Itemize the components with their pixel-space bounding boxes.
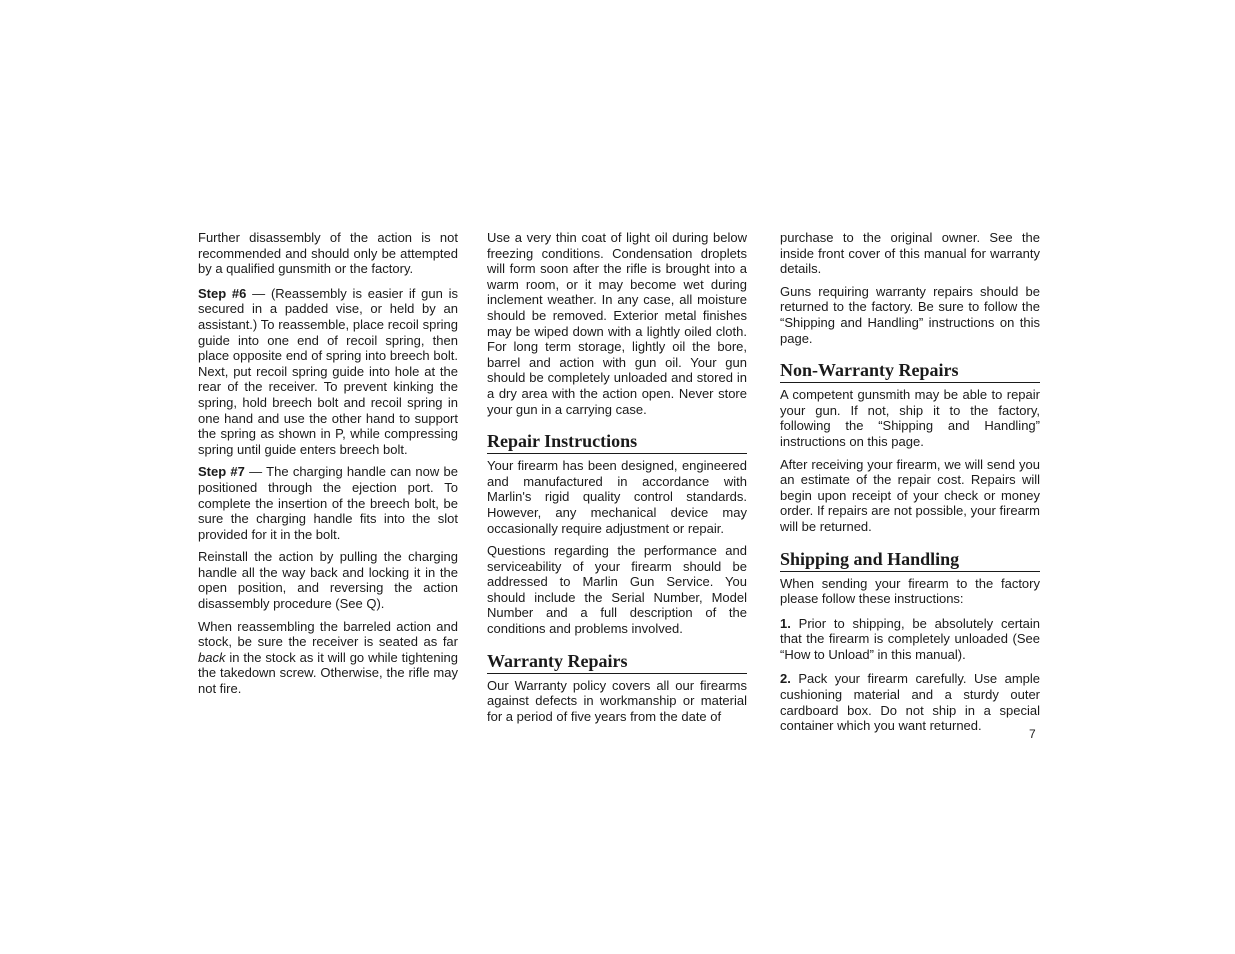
- list-item-shipping-2: [780, 671, 1040, 733]
- column-right: [780, 230, 1040, 741]
- page-number: 7: [1029, 727, 1036, 741]
- column-left: [198, 230, 458, 704]
- step-6-label: Step #6: [198, 285, 247, 301]
- list-item-shipping-1: [780, 616, 1040, 663]
- paragraph-repair-questions: Questions regarding the performance and serviceability of your firearm should be addressed to Marlin Gun Service. You should include the Serial Number, Model Number and a full description of the conditions and problems involved.: [487, 543, 747, 637]
- paragraph-warranty-policy: Our Warranty policy covers all our firearms against defects in workmanship or material for a period of five years from the date of: [487, 677, 747, 724]
- paragraph-warranty-continued: purchase to the original owner. See the inside front cover of this manual for warranty details.: [780, 230, 1040, 277]
- item-2-text: Pack your firearm carefully. Use ample cushioning material and a sturdy outer cardboard box. Do not ship in a special container which you want returned.: [780, 671, 1040, 734]
- paragraph-reinstall-action: Reinstall the action by pulling the charging handle all the way back and locking it in the open position, and reversing the action disassembly procedure (See Q).: [198, 549, 458, 612]
- paragraph-estimate: After receiving your firearm, we will send you an estimate of the repair cost. Repairs will begin upon receipt of your check or money order. If repairs are not possible, your firearm will be returned.: [780, 456, 1040, 534]
- heading-non-warranty-repairs: Non-Warranty Repairs: [780, 360, 1040, 383]
- item-2-number: 2.: [780, 671, 791, 687]
- paragraph-step-6: [198, 286, 458, 458]
- paragraph-oil-care: Use a very thin coat of light oil during below freezing conditions. Condensation droplets will form soon after the rifle is brought into a warm room, or it may become wet during inclement weather. In any case, all moisture should be removed. Exterior metal finishes may be wiped down with a lightly oiled cloth. For long term storage, lightly oil the bore, barrel and action with gun oil. Your gun should be completely unloaded and stored in a dry area with the action open. Never store your gun in a carrying case.: [487, 230, 747, 417]
- reassembling-text-a: When reassembling the barreled action and stock, be sure the receiver is seated as far: [198, 618, 458, 650]
- heading-warranty-repairs: Warranty Repairs: [487, 651, 747, 674]
- step-6-text: — (Reassembly is easier if gun is secured in a padded vise, or held by an assistant.) To reassemble, place recoil spring guide into one end of recoil spring, then place opposite end of spring into breech bolt. Next, put recoil spring guide into hole at the rear of the receiver. To prevent kinking the spring, hold breech bolt and recoil spring in one hand and use the other hand to support the spring as shown in P, while compressing spring until guide enters breech bolt.: [198, 285, 458, 457]
- step-7-label: Step #7: [198, 464, 245, 480]
- reassembling-text-b: in the stock as it will go while tightening the takedown screw. Otherwise, the rifle may not fire.: [198, 649, 458, 697]
- paragraph-shipping-intro: When sending your firearm to the factory please follow these instructions:: [780, 575, 1040, 607]
- reassembling-emphasis: back: [198, 649, 226, 665]
- step-7-text: — The charging handle can now be positioned through the ejection port. To complete the insertion of the breech bolt, be sure the charging handle fits into the slot provided for it in the bolt.: [198, 464, 458, 542]
- paragraph-disassembly-warning: Further disassembly of the action is not recommended and should only be attempted by a qualified gunsmith or the factory.: [198, 230, 458, 277]
- column-middle: [487, 230, 747, 731]
- paragraph-warranty-return: Guns requiring warranty repairs should be returned to the factory. Be sure to follow the “Shipping and Handling” instructions on this page.: [780, 283, 1040, 346]
- paragraph-repair-intro: Your firearm has been designed, engineered and manufactured in accordance with Marlin's rigid quality control standards. However, any mechanical device may occasionally require adjustment or repair.: [487, 458, 747, 536]
- item-1-text: Prior to shipping, be absolutely certain that the firearm is completely unloaded (See “How to Unload” in this manual).: [780, 615, 1040, 662]
- paragraph-reassembling-stock: [198, 619, 458, 697]
- item-1-number: 1.: [780, 615, 791, 631]
- paragraph-gunsmith: A competent gunsmith may be able to repair your gun. If not, ship it to the factory, following the “Shipping and Handling” instructions on this page.: [780, 387, 1040, 449]
- paragraph-step-7: [198, 464, 458, 542]
- heading-repair-instructions: Repair Instructions: [487, 431, 747, 454]
- heading-shipping-handling: Shipping and Handling: [780, 549, 1040, 572]
